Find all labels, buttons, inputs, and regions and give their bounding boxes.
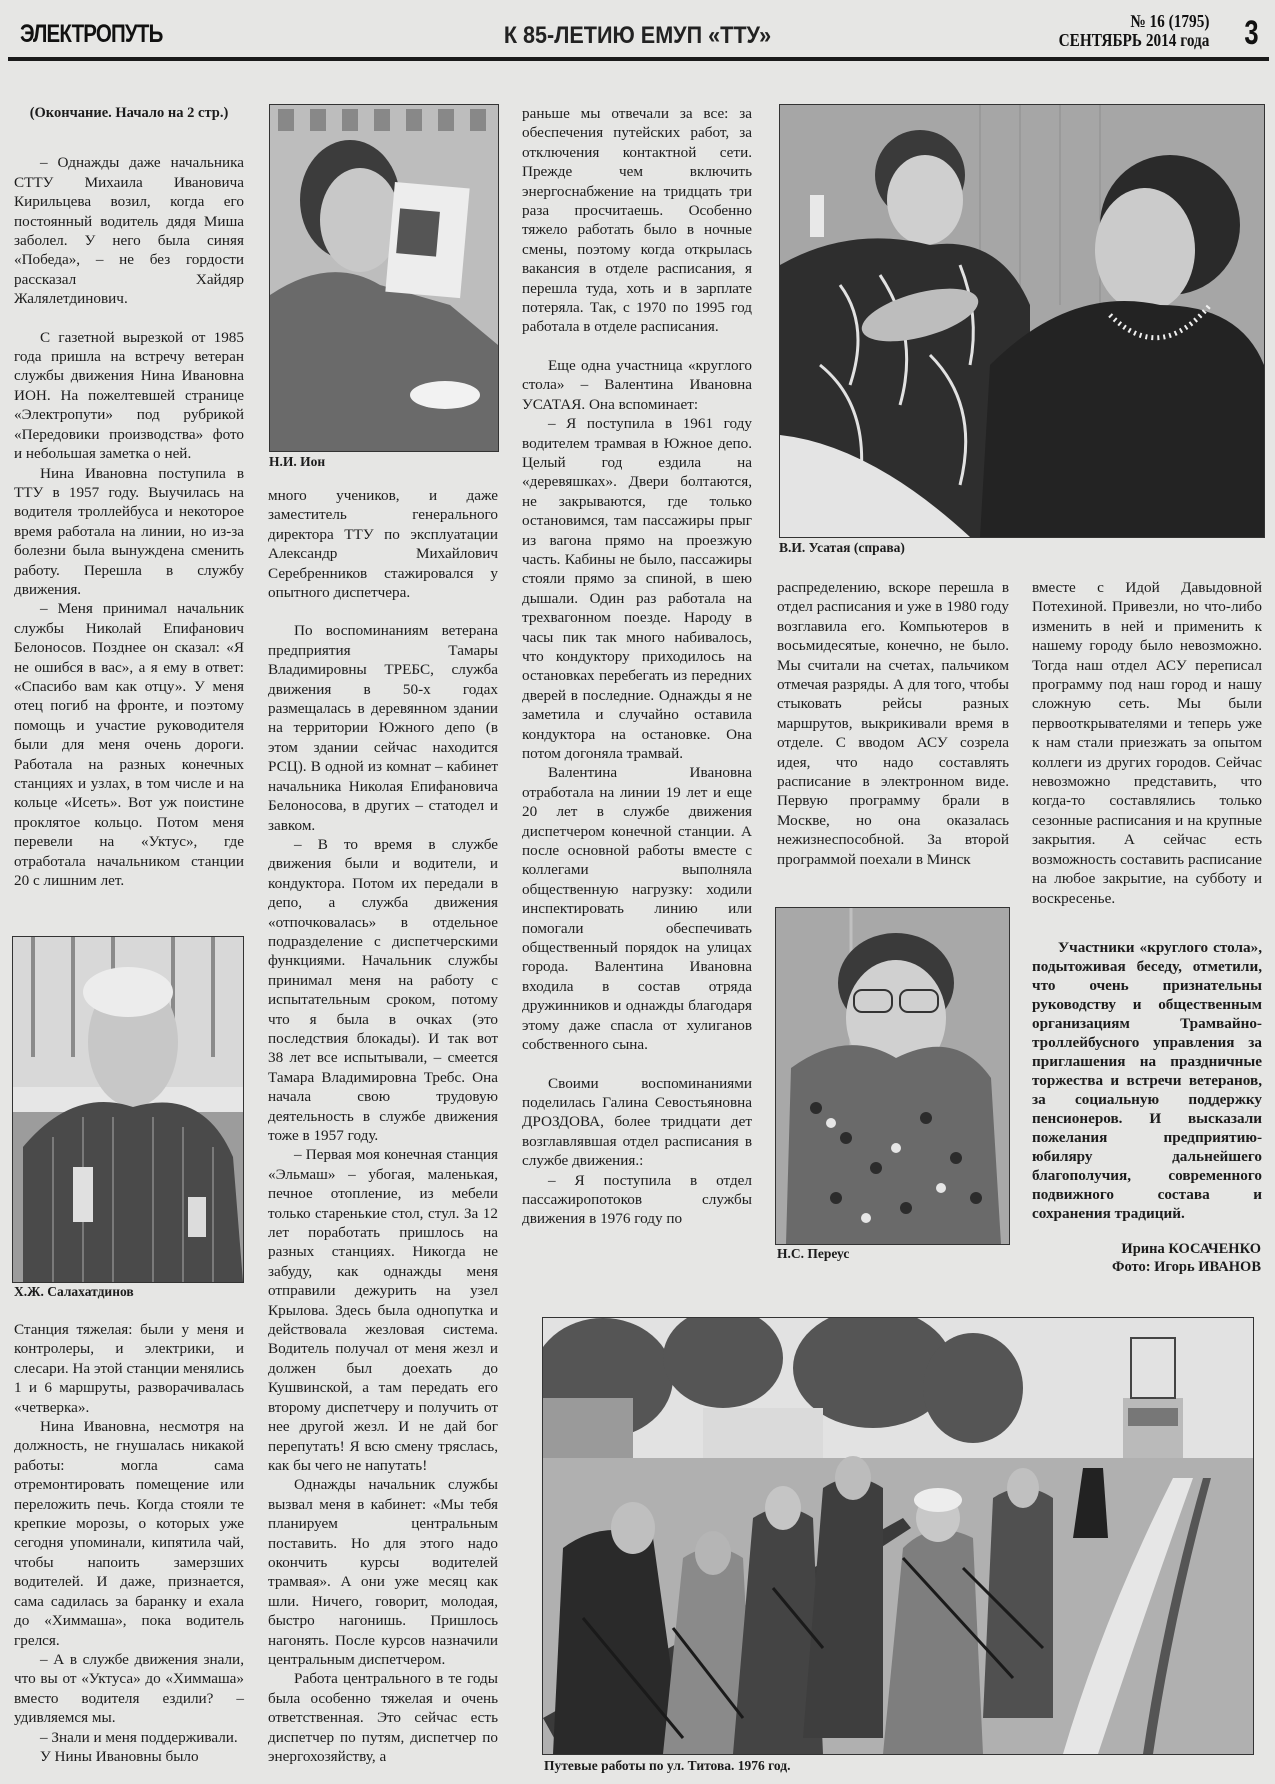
paragraph: У Нины Ивановны было xyxy=(40,1747,199,1765)
photo-ion xyxy=(269,104,499,452)
paragraph: Своими воспоминаниями поделилась Галина Севостьяновна ДРОЗДОВА, более тридцати дет возглавлявшая отдел расписания в службе движения.: xyxy=(522,1074,752,1170)
paragraph: По воспоминаниям ветерана предприятия Тамары Владимировны ТРЕБС, служба движения в 50-х годах размещалась в деревянном здании на территории Южного депо (в этом здании сейчас находится РСЦ). В одной из комнат – кабинет начальника Николая Епифановича Белоносова, в других – статодел и завком. xyxy=(268,622,498,834)
paragraph: – В то время в службе движения были и водители, и кондуктора. Потом их передали в депо, а служба движения «отпочковалась» в отдельное подразделение с диспетчерскими функциями. Начальник службы принимал меня на работу с испытательным сроком, потому что я была в очках (это последствия блокады). И так вот 38 лет все испытывали, – смеется Тамара Владимировна Требс. Она начала свою трудовую деятельность в службе движения тоже в 1957 году. xyxy=(268,835,498,1144)
issue-date: СЕНТЯБРЬ 2014 года xyxy=(1058,30,1209,50)
article-column-1-bottom xyxy=(14,1320,244,1766)
photo-caption: В.И. Усатая (справа) xyxy=(779,540,905,555)
paragraph: Нина Ивановна, несмотря на должность, не гнушалась никакой работы: могла сама отремонтировать помещение или переложить печь. Когда стояли те крепкие морозы, о которых уже сегодня упоминали, кипятила чай, чтобы напоить замерзших водителей. И даже, признается, сама садилась за баранку и ехала до «Химмаша», пока водитель грелся. xyxy=(14,1418,244,1649)
paragraph: Нина Ивановна поступила в ТТУ в 1957 году. Выучилась на водителя троллейбуса и некоторое время работала на линии, но из-за болезни была вынуждена сменить работу. Перешла в службу движения. xyxy=(14,464,244,598)
photo-caption: Н.И. Ион xyxy=(269,454,326,469)
paragraph: – Меня принимал начальник службы Николай Епифанович Белоносов. Позднее он сказал: «Я не ошибся в вас», а я ему в ответ: «Спасибо вам как отцу». У меня отец погиб на фронте, и поэтому помощь и участие руководителя были для меня очень дороги. Работала на разных конечных станциях и узлах, в том числе и на кольце «Исеть». Вот уж поистине проклятое кольцо. Потом меня перевели на «Уктус», где отработала начальником станции 20 с лишним лет. xyxy=(14,600,244,890)
paragraph: – Знали и меня поддерживали. xyxy=(40,1728,238,1746)
portrait-woman-glasses-image xyxy=(776,908,1009,1244)
page-number: 3 xyxy=(1244,14,1259,52)
author-name: Ирина КОСАЧЕНКО xyxy=(1121,1241,1261,1257)
paragraph: много учеников, и даже заместитель генерального директора ТТУ по эксплуатации Александр Михайлович Серебренников стажировался у опытного диспетчера. xyxy=(268,487,498,602)
paragraph: – Однажды даже начальника СТТУ Михаила Ивановича Кирильцева возил, когда его постоянный водитель дядя Миша заболел. У него была синяя «Победа», – не без гордости рассказал Хайдяр Жалялетдинович. xyxy=(14,154,244,308)
article-column-2 xyxy=(268,486,498,1766)
paragraph: – А в службе движения знали, что вы от «Уктуса» до «Химмаша» вместо водителя ездили? – удивляемся мы. xyxy=(14,1650,244,1727)
paragraph: Еще одна участница «круглого стола» – Валентина Ивановна УСАТАЯ. Она вспоминает: xyxy=(522,356,752,413)
photo-track-works xyxy=(542,1317,1254,1755)
continuation-note: (Окончание. Начало на 2 стр.) xyxy=(29,105,229,121)
paragraph: – Первая моя конечная станция «Эльмаш» – убогая, маленькая, печное отопление, из мебели только старенькие стол, стул. За 12 лет поработать пришлось на разных станциях. Никогда не забуду, как однажды меня отправили дежурить на узел Крылова. Здесь была однопутка и действовала жезловая система. Водитель получал от меня жезл и должен был доехать до Кушвинской, а там передать его второму диспетчеру и получить от нее другой жезл. И не дай бог перепутать! Я всю смену тряслась, как бы чего не напутать! xyxy=(268,1146,498,1474)
photo-caption: Путевые работы по ул. Титова. 1976 год. xyxy=(544,1758,791,1773)
article-column-5 xyxy=(1032,578,1262,1223)
issue-number: № 16 (1795) xyxy=(1129,11,1209,31)
paragraph: Станция тяжелая: были у меня и контролеры, и электрики, и слесари. На этой станции менялись 1 и 6 маршруты, разворачивалась «четверка». xyxy=(14,1321,244,1416)
article-column-4 xyxy=(777,578,1009,869)
two-women-image xyxy=(780,105,1264,537)
article-column-3 xyxy=(522,104,752,1229)
header-rule xyxy=(8,57,1269,61)
photo-pereus xyxy=(775,907,1010,1245)
photo-caption: Н.С. Переус xyxy=(777,1246,850,1261)
portrait-man-image xyxy=(13,937,243,1282)
paragraph: Однажды начальник службы вызвал меня в кабинет: «Мы тебя планируем центральным поставить. Но для этого надо окончить курсы водителей трамвая». А они уже месяц как шли. Ничего, говорит, молодая, быстро нагонишь. Пришлось нагонять. После курсов назначили центральным диспетчером. xyxy=(268,1476,498,1668)
photo-usataya xyxy=(779,104,1265,538)
masthead xyxy=(0,0,1275,60)
article-column-1 xyxy=(14,104,244,890)
paragraph: Валентина Ивановна отработала на линии 19 лет и еще 20 лет в службе движения диспетчером конечной станции. А после основной работы вместе с коллегами выполняла общественную нагрузку: ходили инспектировать линию или помогали обеспечивать общественный порядок на улицах города. Валентина Ивановна входила в состав отряда дружинников и однажды благодаря этому даже спасла от хулиганов собственного сына. xyxy=(522,764,752,1054)
photo-salakhatdinov xyxy=(12,936,244,1283)
workers-laying-tram-tracks-image xyxy=(543,1318,1253,1754)
newspaper-logo: ЭЛЕКТРОПУТЬ xyxy=(20,20,163,48)
portrait-woman-newspaper-image xyxy=(270,105,498,451)
paragraph: Работа центрального в те годы была особенно тяжелая и очень ответственная. Это сейчас есть диспетчер по путям, диспетчер по энергохозяйству, а xyxy=(268,1670,498,1765)
photo-credit: Фото: Игорь ИВАНОВ xyxy=(1112,1259,1261,1275)
paragraph: – Я поступила в 1961 году водителем трамвая в Южное депо. Целый год ездила на «деревяшках». Двери болтаются, не закрываются, где только остановимся, там пассажиры прыг из вагона прямо на проезжую часть. Кабины не было, пассажиры стояли прямо за спиной, в шею дышали. Один раз работала на трехвагонном поезде. Народу в часы пик так много набивалось, что кондуктору приходилось на остановках перебегать из передних дверей в последние. Однажды я не заметила и случайно оставила кондуктора на остановке. Она потом догоняла трамвай. xyxy=(522,415,752,762)
paragraph: – Я поступила в отдел пассажиропотоков службы движения в 1976 году по xyxy=(522,1171,752,1228)
paragraph: С газетной вырезкой от 1985 года пришла на встречу ветеран службы движения Нина Ивановна ИОН. На пожелтевшей странице «Электропути» под рубрикой «Передовики производства» фото и небольшая заметка о ней. xyxy=(14,328,244,463)
issue-info xyxy=(1058,12,1209,50)
byline xyxy=(1112,1240,1261,1276)
photo-caption: Х.Ж. Салахатдинов xyxy=(14,1284,134,1299)
paragraph: вместе с Идой Давыдовной Потехиной. Привезли, но что-либо изменить в ней и применить к нашему городу было невозможно. Тогда наш отдел АСУ переписал программу под наш город и нашу сложную сеть. Мы были первооткрывателями и теперь уже к нам стали приезжать за опытом коллеги из других городов. Сейчас невозможно представить, что когда-то составлялись только сезонные расписания и на крупные закрытия. А сейчас есть возможность составить расписание на любое закрытие, на субботу и воскресенье. xyxy=(1032,579,1262,907)
paragraph: распределению, вскоре перешла в отдел расписания и уже в 1980 году возглавила его. Компьютеров в восьмидесятые, конечно, не было. Мы считали на счетах, пальчиком отмечая разряды. А для того, чтобы стыковать рейсы разных маршрутов, выкрикивали время в отделе. С вводом АСУ созрела идея, что надо составлять расписание в электронном виде. Первую программу брали в Москве, но она оказалась нежизнеспособной. За второй программой поехали в Минск xyxy=(777,579,1009,868)
conclusion-paragraph: Участники «круглого стола», подытоживая беседу, отметили, что очень признательны руководству и общественным организациям Трамвайно-троллейбусного управления за приглашения на праздничные торжества и встречи ветеранов, за социальную поддержку пенсионеров. И высказали пожелания предприятию-юбиляру дальнейшего благополучия, современного подвижного состава и сохранения традиций. xyxy=(1032,938,1262,1222)
section-title: К 85-ЛЕТИЮ ЕМУП «ТТУ» xyxy=(503,22,772,49)
paragraph: раньше мы отвечали за все: за обеспечения путейских работ, за отключения контактной сети. Прежде чем включить энергоснабжение на тридцать три раза просчитаешь. Особенно тяжело работать было в ночные смены, поэтому когда открылась вакансия в отделе расписания, я перешла туда, хоть и в зарплате потеряла. Так, с 1970 по 1995 год работала в отделе расписания. xyxy=(522,105,752,336)
